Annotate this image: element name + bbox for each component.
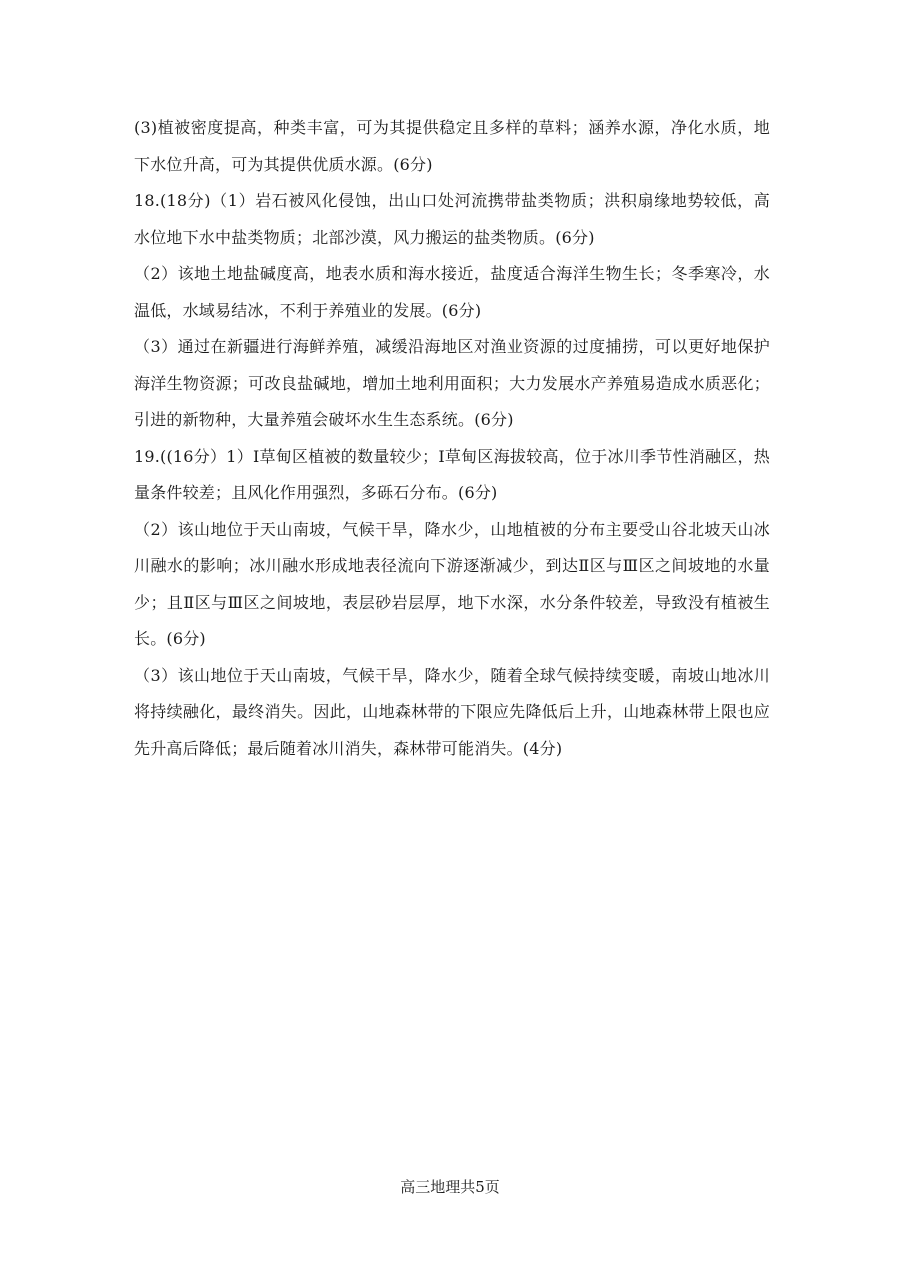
- answer-paragraph: （2）该山地位于天山南坡，气候干旱，降水少，山地植被的分布主要受山谷北坡天山冰川融水的影响；冰川融水形成地表径流向下游逐渐减少，到达Ⅱ区与Ⅲ区之间坡地的水量少；且Ⅱ区与Ⅲ区之间坡地，表层砂岩层厚，地下水深，水分条件较差，导致没有植被生长。(6分): [134, 519, 770, 648]
- answer-paragraph: （2）该地土地盐碱度高，地表水质和海水接近，盐度适合海洋生物生长；冬季寒冷，水温低，水域易结冰，不利于养殖业的发展。(6分): [134, 264, 770, 320]
- answer-content: [134, 110, 770, 767]
- answer-paragraph: 18.(18分)（1）岩石被风化侵蚀，出山口处河流携带盐类物质；洪积扇缘地势较低，高水位地下水中盐类物质；北部沙漠，风力搬运的盐类物质。(6分): [134, 191, 770, 247]
- answer-paragraph: (3)植被密度提高，种类丰富，可为其提供稳定且多样的草料；涵养水源，净化水质，地下水位升高，可为其提供优质水源。(6分): [134, 118, 770, 174]
- answer-paragraph: （3）通过在新疆进行海鲜养殖，减缓沿海地区对渔业资源的过度捕捞，可以更好地保护海洋生物资源；可改良盐碱地，增加土地利用面积；大力发展水产养殖易造成水质恶化；引进的新物种，大量养殖会破坏水生生态系统。(6分): [134, 337, 770, 429]
- page-footer: 高三地理共5页: [400, 1178, 500, 1196]
- answer-paragraph: 19.((16分）1）Ⅰ草甸区植被的数量较少；Ⅰ草甸区海拔较高，位于冰川季节性消融区，热量条件较差；且风化作用强烈，多砾石分布。(6分): [134, 446, 770, 502]
- answer-paragraph: （3）该山地位于天山南坡，气候干旱，降水少，随着全球气候持续变暖，南坡山地冰川将持续融化，最终消失。因此，山地森林带的下限应先降低后上升，山地森林带上限也应先升高后降低；最后随着冰川消失，森林带可能消失。(4分): [134, 665, 770, 758]
